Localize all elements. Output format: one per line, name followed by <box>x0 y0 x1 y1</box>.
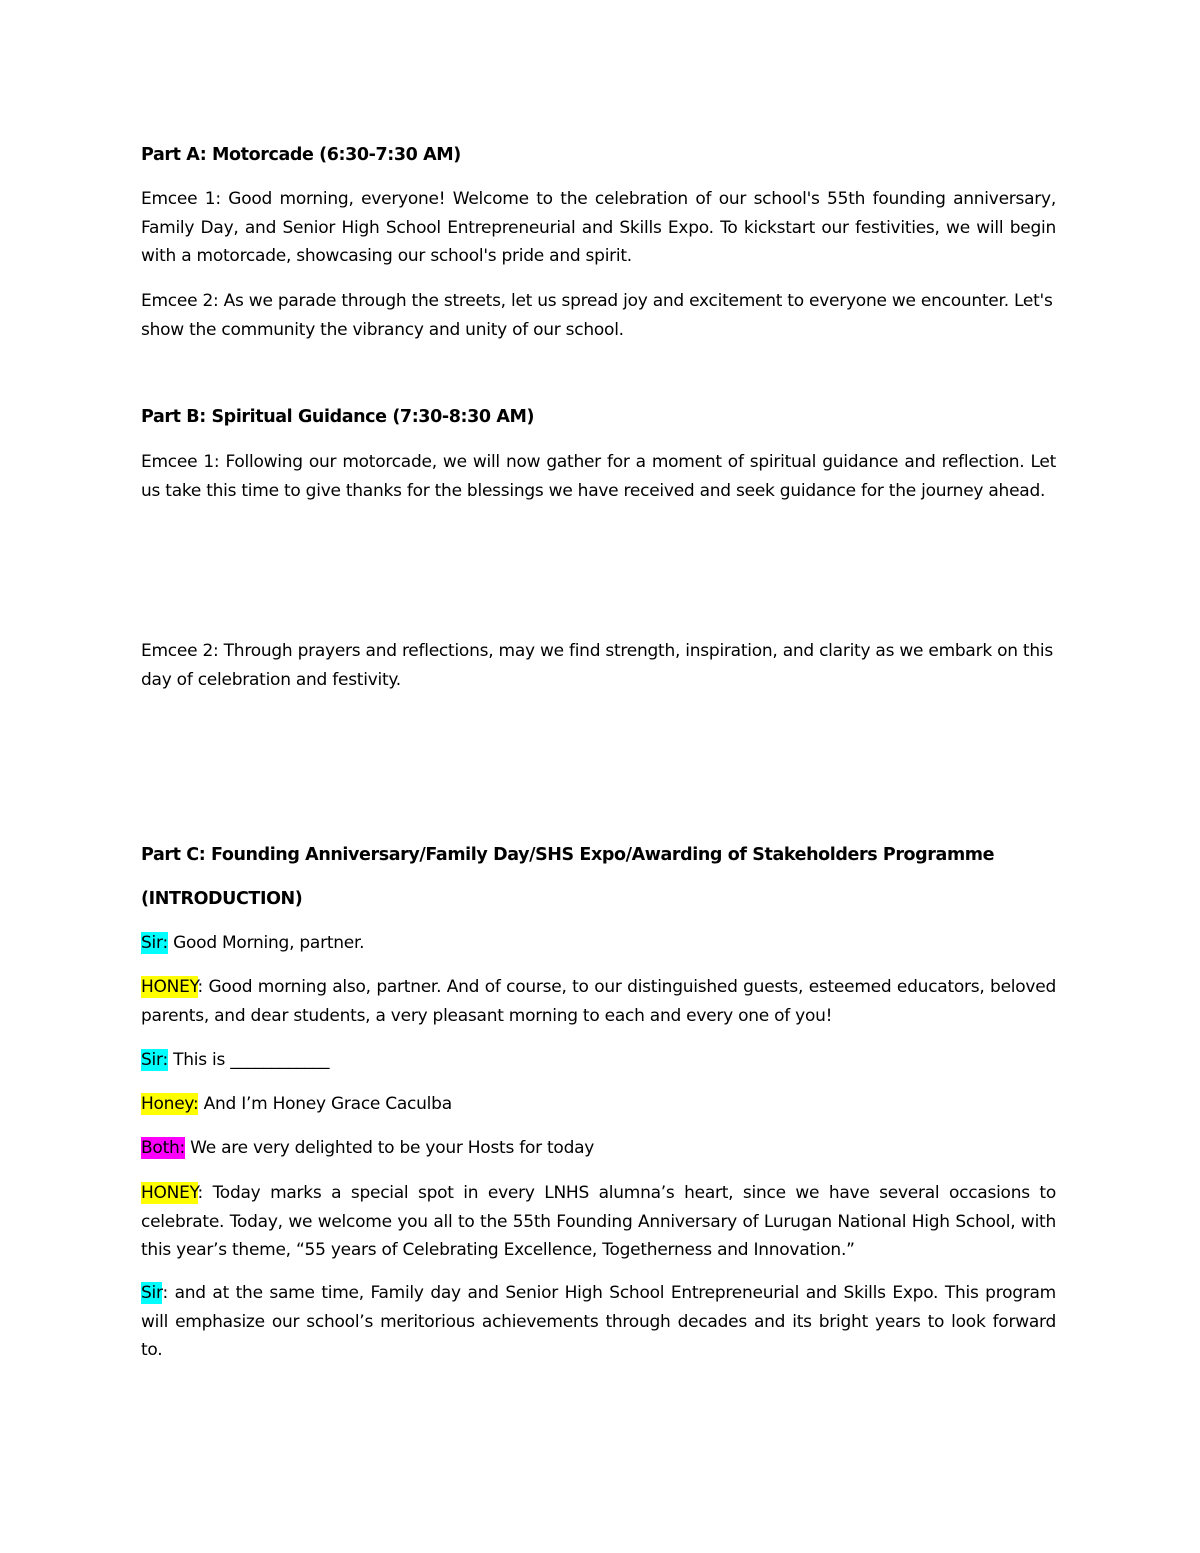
dialogue-text: Good Morning, partner. <box>167 933 365 953</box>
dialogue-text: And I’m Honey Grace Caculba <box>198 1094 452 1114</box>
part-a-emcee2-paragraph: Emcee 2: As we parade through the streets, let us spread joy and excitement to everyone we encounter. Let's show the community the vibrancy and unity of our school. <box>141 291 1053 340</box>
speaker-label-honey: Honey: <box>141 1094 199 1114</box>
speaker-label-sir: Sir: <box>141 933 168 953</box>
speaker-label-both: Both: <box>141 1138 185 1158</box>
dialogue-text: This is ____________ <box>167 1050 330 1070</box>
part-b-heading: Part B: Spiritual Guidance (7:30-8:30 AM) <box>141 407 535 427</box>
part-b-emcee2-paragraph: Emcee 2: Through prayers and reflections, may we find strength, inspiration, and clarity as we embark on this day of celebration and festivity. <box>141 641 1053 690</box>
speaker-label-sir: Sir <box>141 1283 163 1303</box>
dialogue-line <box>141 1046 1056 1075</box>
dialogue-line <box>141 1279 1056 1365</box>
dialogue-text: We are very delighted to be your Hosts for today <box>184 1138 595 1158</box>
dialogue-text: : Today marks a special spot in every LNHS alumna’s heart, since we have several occasions to celebrate. Today, we welcome you all to the 55th Founding Anniversary of Lurugan National High School, with this year’s theme, “55 years of Celebrating Excellence, Togetherness and Innovation.” <box>141 1183 1056 1260</box>
dialogue-text: : and at the same time, Family day and Senior High School Entrepreneurial and Skills Expo. This program will emphasize our school’s meritorious achievements through decades and its bright years to look forward to. <box>141 1283 1056 1360</box>
speaker-label-honey: HONEY <box>141 977 198 997</box>
dialogue-text: : Good morning also, partner. And of course, to our distinguished guests, esteemed educators, beloved parents, and dear students, a very pleasant morning to each and every one of you! <box>141 977 1056 1026</box>
part-c-heading: Part C: Founding Anniversary/Family Day/SHS Expo/Awarding of Stakeholders Programme <box>141 845 995 865</box>
part-a-emcee1-paragraph: Emcee 1: Good morning, everyone! Welcome to the celebration of our school's 55th founding anniversary, Family Day, and Senior High School Entrepreneurial and Skills Expo. To kickstart our festivities, we will begin with a motorcade, showcasing our school's pride and spirit. <box>141 189 1056 266</box>
dialogue-line <box>141 973 1056 1030</box>
dialogue-line <box>141 929 1056 958</box>
speaker-label-honey: HONEY <box>141 1183 198 1203</box>
dialogue-line <box>141 1090 1056 1119</box>
part-a-heading: Part A: Motorcade (6:30-7:30 AM) <box>141 145 461 165</box>
dialogue-line <box>141 1134 1056 1163</box>
dialogue-line <box>141 1179 1056 1265</box>
part-c-subheading: (INTRODUCTION) <box>141 889 303 909</box>
speaker-label-sir: Sir: <box>141 1050 168 1070</box>
part-b-emcee1-paragraph: Emcee 1: Following our motorcade, we will now gather for a moment of spiritual guidance and reflection. Let us take this time to give thanks for the blessings we have received and seek guidance for the journey ahead. <box>141 452 1056 501</box>
